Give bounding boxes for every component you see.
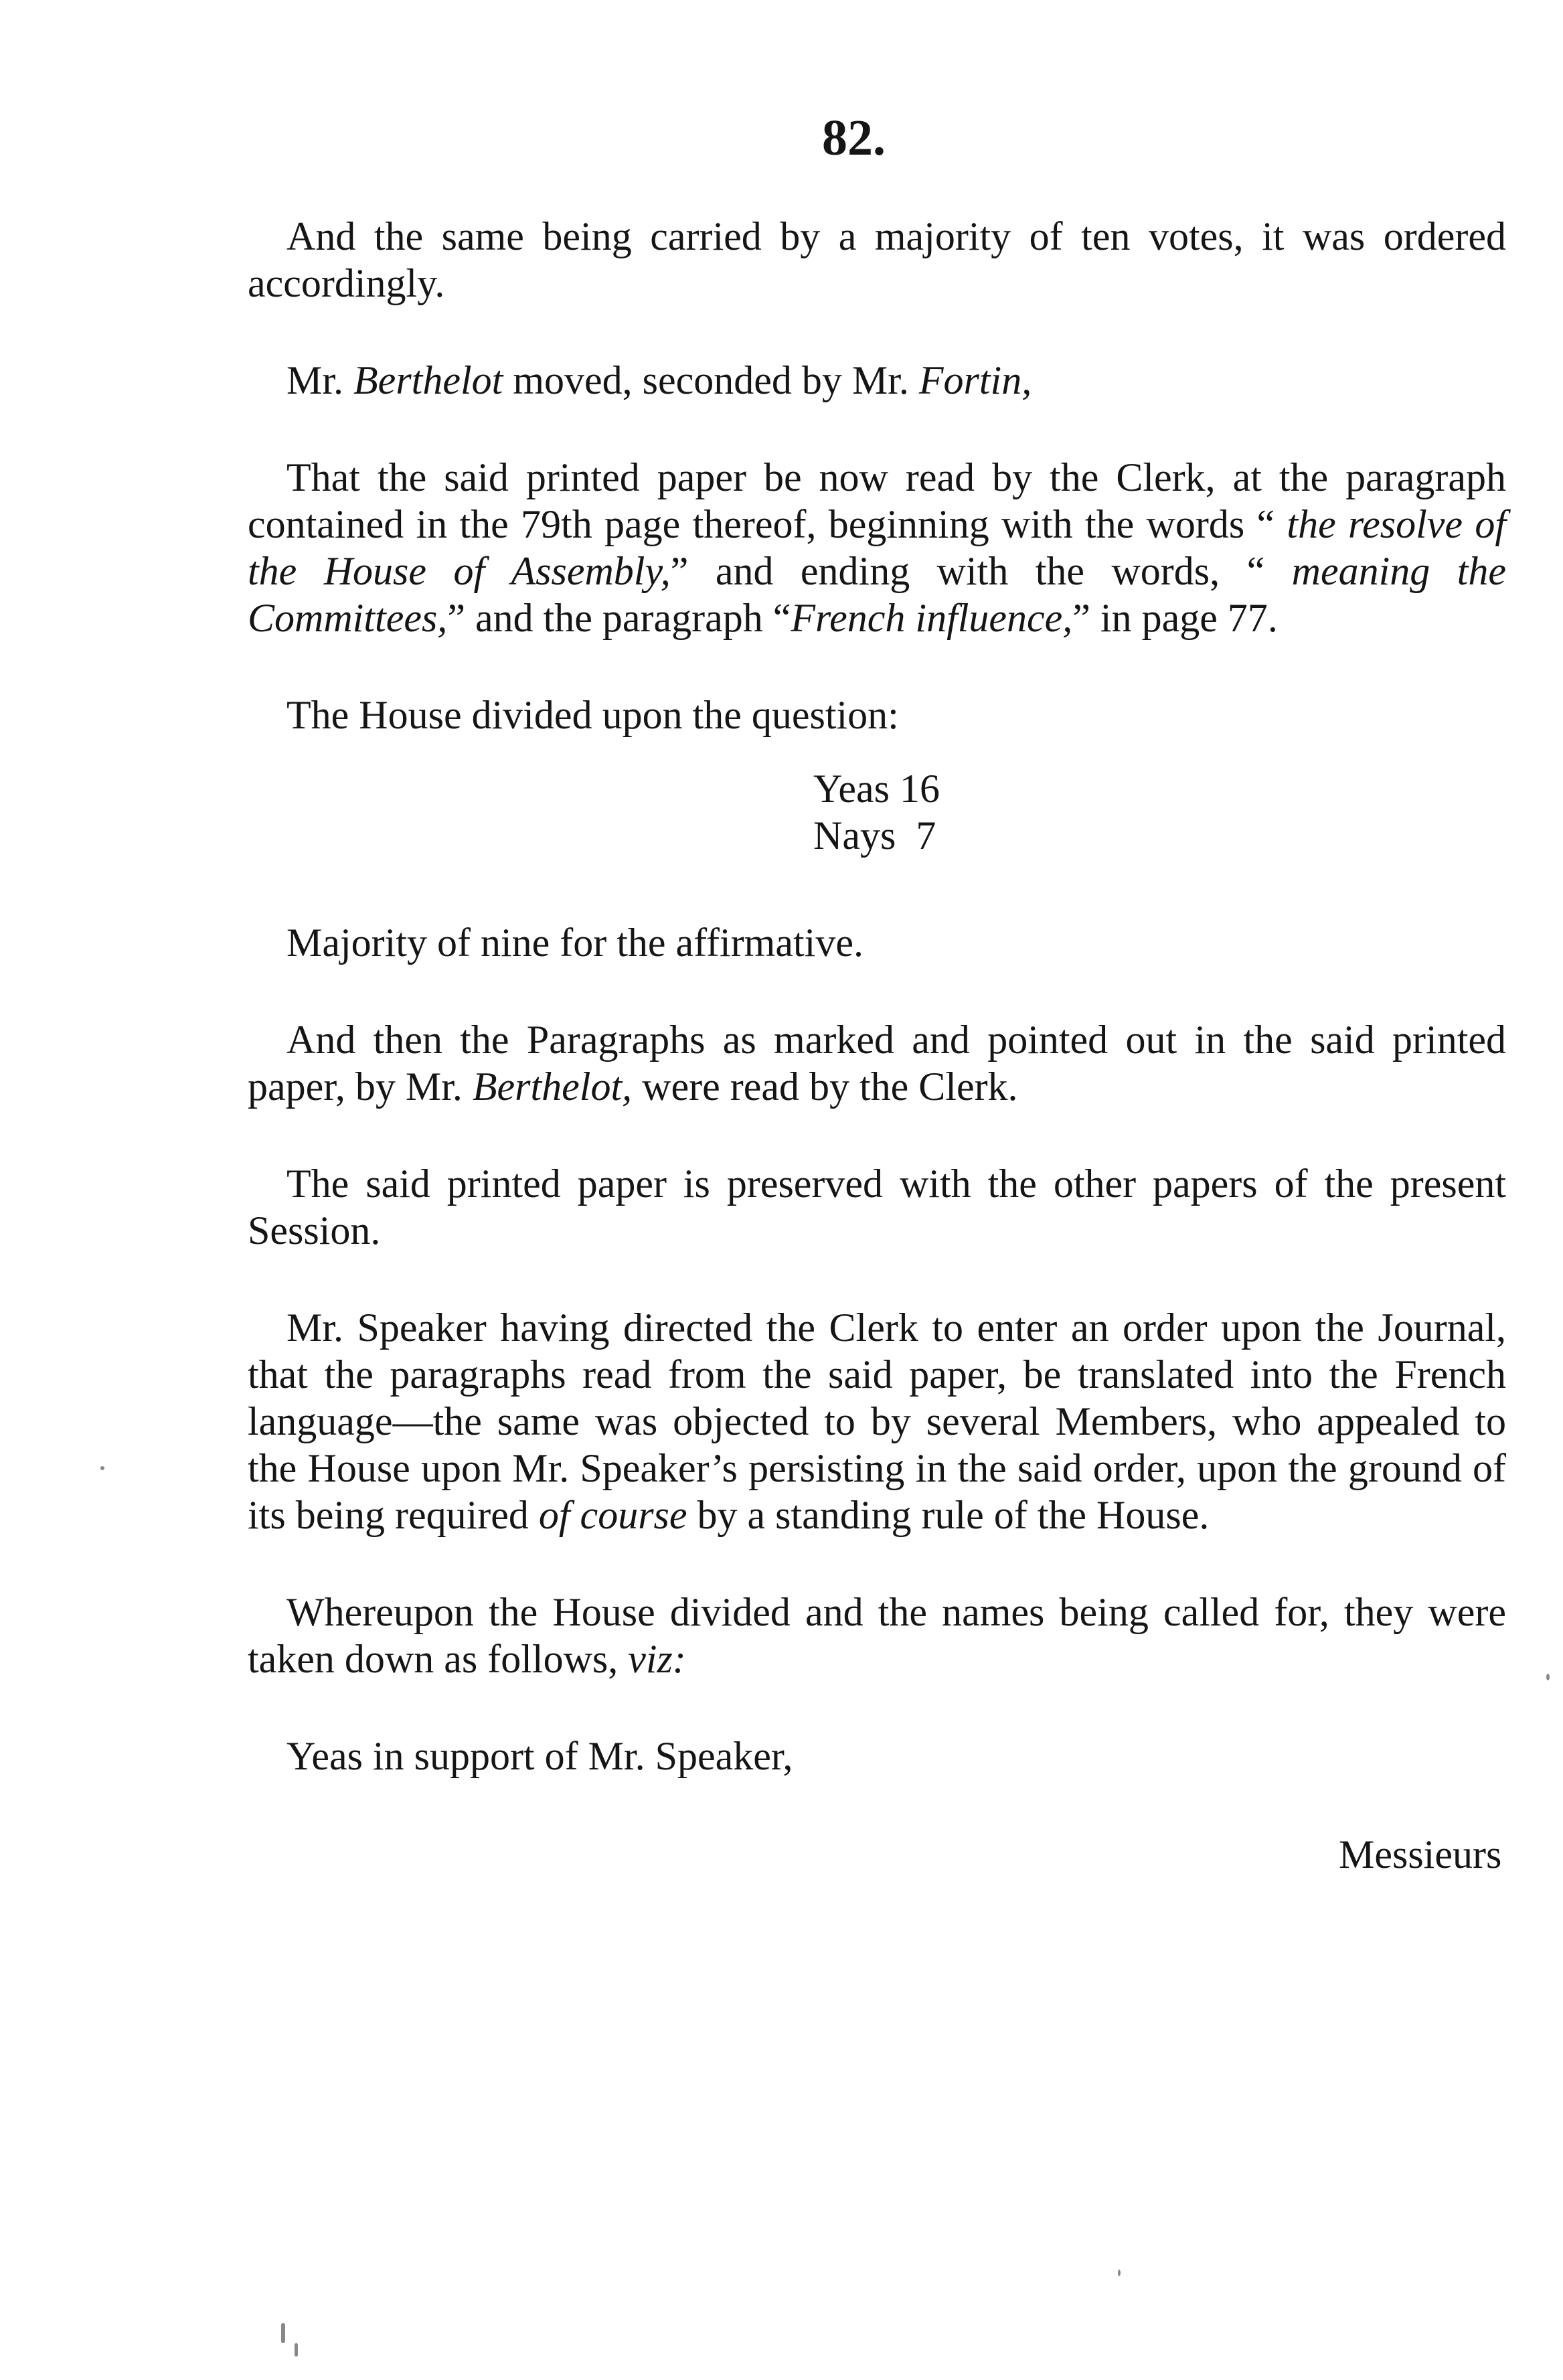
text-run: moved, seconded by Mr.: [503, 358, 919, 402]
text-run: Whereupon the House divided and the names being called for, they were taken down as follows,: [248, 1590, 1506, 1681]
viz-abbrev: viz:: [628, 1637, 686, 1681]
paragraph-yeas-support: Yeas in support of Mr. Speaker,: [286, 1734, 793, 1778]
text-run: ” in page 77.: [1072, 596, 1278, 640]
paragraph-preserved: The said printed paper is preserved with the other papers of the present Session.: [248, 1162, 1506, 1253]
text-run: That the said printed paper be now read by the Clerk, at the paragraph contained in the 79th page thereof, beginning with the words “: [248, 455, 1506, 546]
name-fortin: Fortin,: [918, 358, 1032, 402]
paragraph-read-request: [248, 454, 1506, 641]
text-run: by a standing rule of the House.: [687, 1493, 1210, 1537]
scan-speck: [1546, 1674, 1550, 1680]
paragraph-read-by-clerk: [248, 1016, 1506, 1110]
nays-count: 7: [916, 813, 936, 858]
text-run: Mr. Speaker having directed the Clerk to enter an order upon the Journal, that the paragraphs read from the said paper, be translated into the French language—the same was objected to by several Members, who appealed to the House upon Mr. Speaker’s persisting in the said order, upon the ground of its being required: [248, 1305, 1506, 1537]
document-body: [248, 213, 1506, 1779]
text-run: And then the Paragraphs as marked and pointed out in the said printed paper, by Mr.: [248, 1018, 1506, 1109]
paragraph-division: The House divided upon the question:: [286, 693, 899, 737]
text-run: were read by the Clerk.: [632, 1064, 1018, 1109]
name-berthelot: Berthelot: [353, 358, 503, 402]
paragraph-translation-order: [248, 1304, 1506, 1538]
catchword: Messieurs: [1339, 1832, 1502, 1877]
paragraph-motion: [248, 357, 1506, 404]
yeas-line: [813, 765, 1506, 812]
quoted-phrase: French influence,: [791, 596, 1073, 640]
paragraph-carried: And the same being carried by a majority of ten votes, it was ordered accordingly.: [248, 214, 1506, 305]
paragraph-majority: Majority of nine for the affirmative.: [286, 921, 863, 965]
paragraph-names-called: [248, 1589, 1506, 1682]
text-run: Mr.: [286, 358, 354, 402]
of-course-phrase: of course: [538, 1493, 687, 1537]
yeas-count: 16: [899, 767, 940, 811]
yeas-label: Yeas: [813, 767, 890, 811]
scan-speck: [295, 2343, 298, 2357]
scan-speck: [1118, 2270, 1121, 2276]
name-berthelot: Berthelot,: [472, 1064, 633, 1109]
nays-line: [813, 812, 1506, 859]
scan-speck: [281, 2323, 285, 2343]
quoted-phrase: meaning the Committees,: [248, 549, 1507, 640]
page-number: 82.: [822, 110, 886, 166]
scan-speck: [100, 1466, 104, 1470]
vote-tally: [248, 765, 1506, 859]
nays-label: Nays: [813, 813, 896, 858]
quoted-phrase: the resolve of the House of Assembly,: [248, 502, 1506, 593]
text-run: ” and ending with the words, “: [670, 549, 1292, 593]
text-run: ” and the paragraph “: [447, 596, 791, 640]
